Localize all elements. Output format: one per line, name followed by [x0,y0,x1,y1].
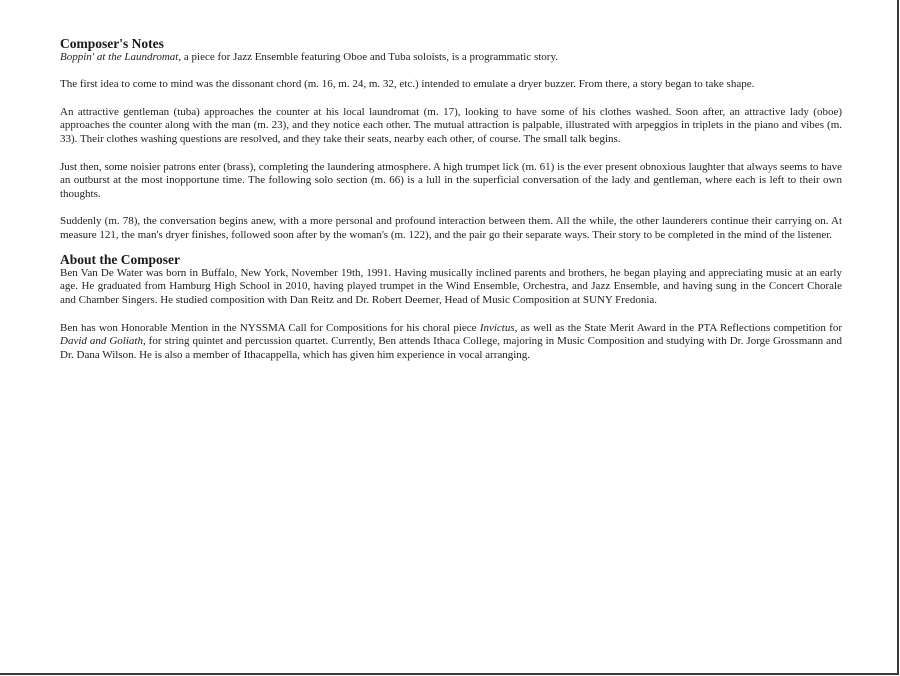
about-p2-text-a: Ben has won Honorable Mention in the NYSSMA Call for Compositions for his choral piece [60,321,480,334]
notes-paragraph-4: Suddenly (m. 78), the conversation begins anew, with a more personal and profound interaction between them. All the while, the other launderers continue their carrying on. At measure 121, the man's dryer finishes, followed soon after by the woman's (m. 122), and the pair go their separate ways. Their story to be completed in the mind of the listener. [60,215,842,242]
document-body [60,36,842,376]
notes-paragraph-3: Just then, some noisier patrons enter (brass), completing the laundering atmosphere. A high trumpet lick (m. 61) is the ever present obnoxious laughter that always seems to have an outburst at the most inopportune time. The following solo section (m. 66) is a lull in the superficial conversation of the lady and gentleman, where each is left to their own thoughts. [60,160,842,200]
work-title-invictus: Invictus [479,321,515,334]
intro-paragraph [60,51,842,65]
intro-text: , a piece for Jazz Ensemble featuring Oboe and Tuba soloists, is a programmatic story. [178,51,558,63]
about-paragraph-1: Ben Van De Water was born in Buffalo, New York, November 19th, 1991. Having musically inclined parents and brothers, he began playing and appreciating music at an early age. He graduated from Hamburg High School in 2010, having played trumpet in the Wind Ensemble, Orchestra, and Jazz Ensemble, and having sung in the Concert Chorale and Chamber Singers. He studied composition with Dan Reitz and Dr. Robert Deemer, Head of Music Composition at SUNY Fredonia. [60,266,842,307]
about-paragraph-2 [60,322,842,363]
about-composer-heading: About the Composer [60,251,180,267]
composers-notes-heading: Composer's Notes [60,36,164,51]
piece-title: Boppin' at the Laundromat [60,51,179,63]
about-p2-text-c: , as well as the State Merit Award in the PTA Reflections competition for [514,321,842,334]
notes-paragraph-2: An attractive gentleman (tuba) approaches the counter at his local laundromat (m. 17), looking to have some of his clothes washed. Soon after, an attractive lady (oboe) approaches the counter along with the man (m. 23), and they notice each other. The mutual attraction is palpable, illustrated with arpeggios in triplets in the piano and vibes (m. 33). Their clothes washing questions are resolved, and they take their seats, nearby each other, of course. The small talk begins. [60,105,842,146]
work-title-david-and-goliath: David and Goliath [60,335,143,348]
notes-paragraph-1: The first idea to come to mind was the dissonant chord (m. 16, m. 24, m. 32, etc.) intended to emulate a dryer buzzer. From there, a story began to take shape. [60,78,755,91]
about-p2-text-e: , for string quintet and percussion quartet. Currently, Ben attends Ithaca College, majoring in Music Composition and studying with Dr. Jorge Grossmann and Dr. Dana Wilson. He is also a member of Ithacappella, which has given him experience in vocal arranging. [60,335,842,361]
